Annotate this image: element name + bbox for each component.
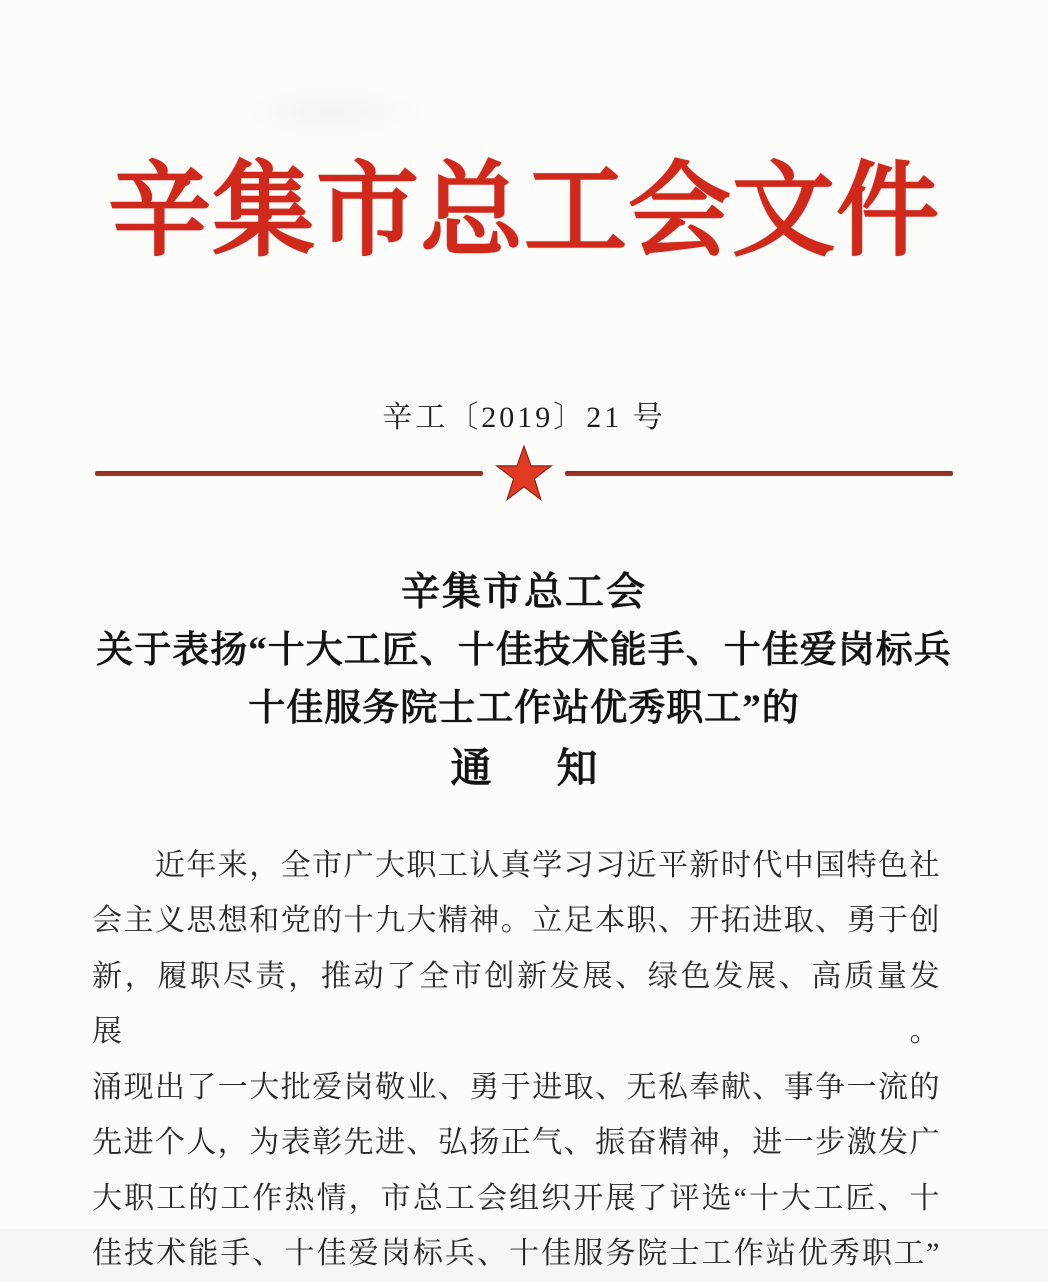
- notice-subject-line-1: 关于表扬“十大工匠、十佳技术能手、十佳爱岗标兵: [96, 629, 952, 671]
- notice-org-line: 辛集市总工会: [400, 570, 647, 614]
- notice-subject-line-2: 十佳服务院士工作站优秀职工”的: [248, 687, 800, 729]
- document-number: 辛工〔2019〕21 号: [382, 400, 666, 434]
- body-line: 佳技术能手、十佳爱岗标兵、十佳服务院士工作站优秀职工”: [92, 1237, 940, 1271]
- document-header-title: 辛集市总工会文件: [108, 155, 940, 269]
- body-line: 新，履职尽责，推动了全市创新发展、绿色发展、高质量发展。: [92, 959, 940, 1049]
- body-line: 先进个人，为表彰先进、弘扬正气、振奋精神，进一步激发广: [92, 1126, 940, 1160]
- body-line: 大职工的工作热情，市总工会组织开展了评选“十大工匠、十: [92, 1181, 940, 1215]
- body-line: 会主义思想和党的十九大精神。立足本职、开拓进取、勇于创: [92, 904, 940, 938]
- red-star-icon: [495, 442, 553, 506]
- notice-doc-type: 通 知: [450, 744, 610, 791]
- notice-heading: [0, 564, 1048, 798]
- body-line: 涌现出了一大批爱岗敬业、勇于进取、无私奉献、事争一流的: [92, 1070, 940, 1104]
- divider-line-right: [565, 471, 953, 476]
- red-divider: [95, 442, 953, 506]
- divider-line-left: [95, 471, 483, 476]
- notice-body-paragraph: [92, 838, 940, 1282]
- body-line: 近年来，全市广大职工认真学习习近平新时代中国特色社: [92, 848, 940, 882]
